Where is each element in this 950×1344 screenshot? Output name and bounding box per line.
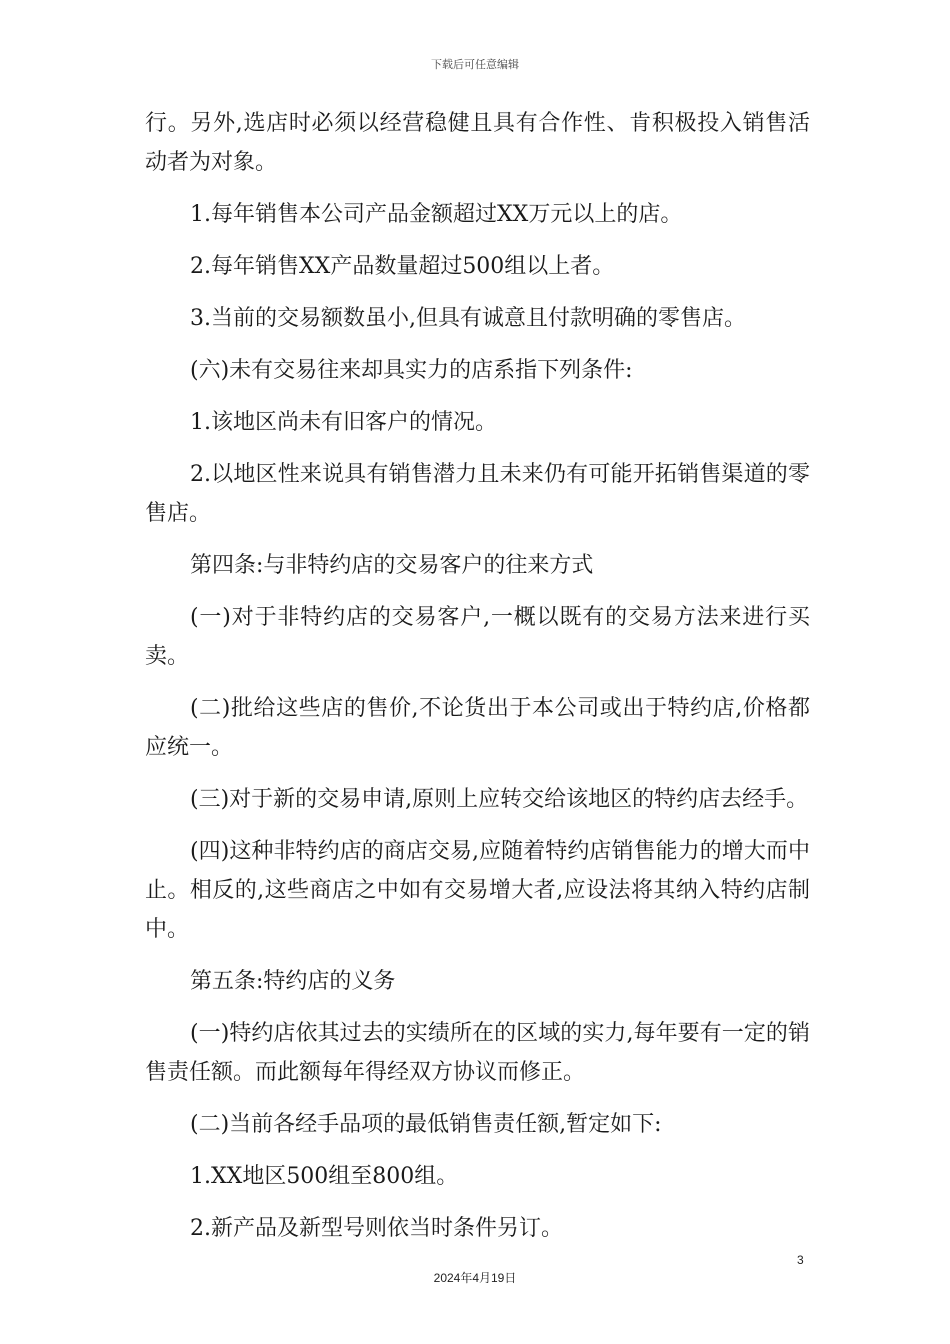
subsection-heading: (六)未有交易往来却具实力的店系指下列条件: [190, 358, 633, 383]
document-body [145, 104, 810, 1261]
list-item: 1.该地区尚未有旧客户的情况。 [190, 410, 497, 435]
list-item: 2.以地区性来说具有销售潜力且未来仍有可能开拓销售渠道的零售店。 [145, 462, 810, 526]
paragraph: (一)特约店依其过去的实绩所在的区域的实力,每年要有一定的销售责任额。而此额每年得经双方协议而修正。 [145, 1021, 810, 1085]
article-heading: 第五条:特约店的义务 [190, 969, 396, 994]
paragraph: (一)对于非特约店的交易客户,一概以既有的交易方法来进行买卖。 [145, 605, 810, 669]
paragraph: 行。另外,选店时必须以经营稳健且具有合作性、肯积极投入销售活动者为对象。 [145, 111, 810, 175]
list-item: 3.当前的交易额数虽小,但具有诚意且付款明确的零售店。 [190, 306, 746, 331]
header-note: 下载后可任意编辑 [431, 58, 519, 71]
footer-date: 2024年4月19日 [433, 1271, 517, 1285]
list-item: 2.每年销售XX产品数量超过500组以上者。 [190, 254, 615, 279]
paragraph: (二)当前各经手品项的最低销售责任额,暂定如下: [190, 1112, 662, 1137]
list-item: 1.XX地区500组至800组。 [190, 1164, 459, 1189]
paragraph: (四)这种非特约店的商店交易,应随着特约店销售能力的增大而中止。相反的,这些商店之中如有交易增大者,应设法将其纳入特约店制中。 [145, 839, 810, 942]
page-number: 3 [797, 1253, 804, 1267]
list-item: 2.新产品及新型号则依当时条件另订。 [190, 1216, 563, 1241]
list-item: 1.每年销售本公司产品金额超过XX万元以上的店。 [190, 202, 683, 227]
paragraph: (二)批给这些店的售价,不论货出于本公司或出于特约店,价格都应统一。 [145, 696, 810, 760]
paragraph: (三)对于新的交易申请,原则上应转交给该地区的特约店去经手。 [190, 787, 809, 812]
article-heading: 第四条:与非特约店的交易客户的往来方式 [190, 553, 594, 578]
